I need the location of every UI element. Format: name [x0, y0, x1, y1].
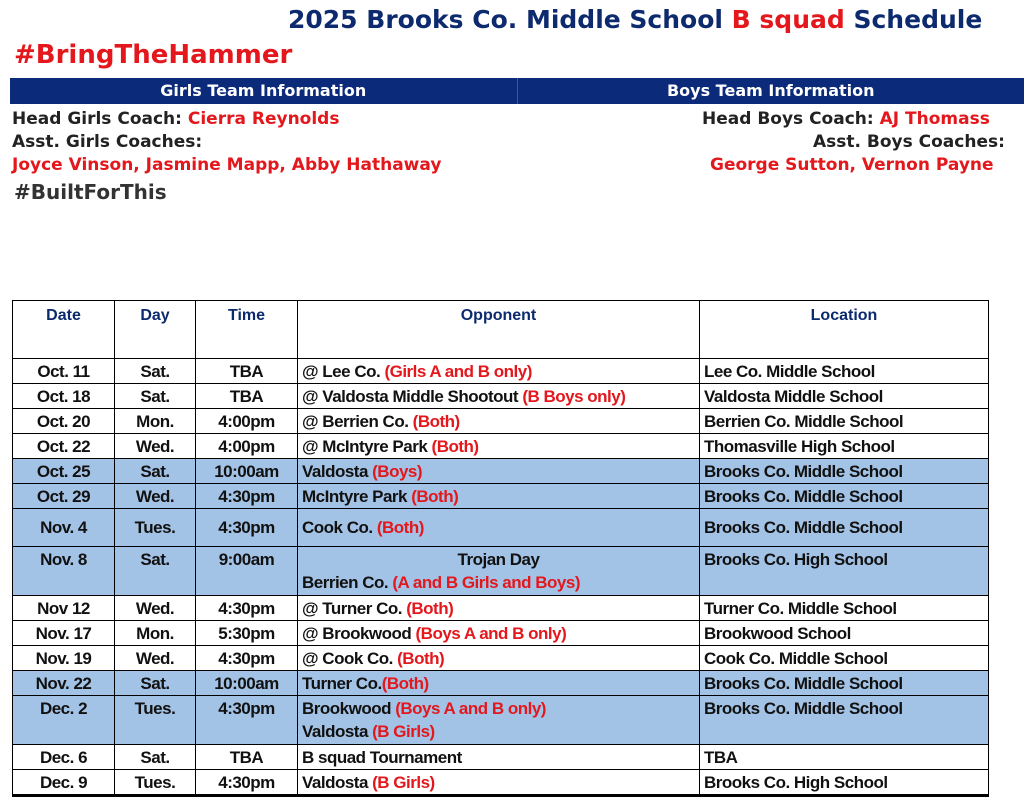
opponent-cell: Turner Co.(Both): [298, 671, 700, 696]
location-cell: Thomasville High School: [700, 434, 989, 459]
time-cell: TBA: [196, 359, 298, 384]
table-header-row: [13, 301, 989, 359]
header-opponent: Opponent: [298, 301, 700, 359]
day-cell: Sat.: [115, 547, 196, 596]
table-row: [13, 359, 989, 384]
date-cell: Nov. 4: [13, 509, 115, 547]
day-cell: Sat.: [115, 745, 196, 770]
day-cell: Tues.: [115, 509, 196, 547]
location-cell: Berrien Co. Middle School: [700, 409, 989, 434]
time-cell: 4:00pm: [196, 409, 298, 434]
day-cell: Wed.: [115, 646, 196, 671]
schedule-table: [12, 300, 989, 797]
time-cell: 4:30pm: [196, 484, 298, 509]
day-cell: Sat.: [115, 459, 196, 484]
girls-asst-label: Asst. Girls Coaches:: [12, 132, 203, 152]
location-cell: Brooks Co. Middle School: [700, 696, 989, 745]
table-row: [13, 484, 989, 509]
table-row: [13, 671, 989, 696]
day-cell: Wed.: [115, 434, 196, 459]
location-cell: Valdosta Middle School: [700, 384, 989, 409]
opponent-cell: @ Brookwood (Boys A and B only): [298, 621, 700, 646]
day-cell: Sat.: [115, 671, 196, 696]
team-info-bar: [10, 78, 1024, 104]
girls-head-coach: Head Girls Coach: Cierra Reynolds: [12, 109, 340, 129]
opponent-cell: @ Turner Co. (Both): [298, 596, 700, 621]
date-cell: Nov. 19: [13, 646, 115, 671]
table-row: [13, 459, 989, 484]
event-name: Trojan Day: [457, 550, 540, 569]
opponent-cell: Trojan Day Berrien Co. (A and B Girls and Boys): [298, 547, 700, 596]
time-cell: 4:00pm: [196, 434, 298, 459]
time-cell: TBA: [196, 745, 298, 770]
girls-team-header: Girls Team Information: [10, 78, 518, 104]
date-cell: Nov. 17: [13, 621, 115, 646]
date-cell: Oct. 25: [13, 459, 115, 484]
day-cell: Tues.: [115, 696, 196, 745]
hashtag-heading: #BringTheHammer: [14, 40, 293, 70]
boys-team-header: Boys Team Information: [666, 81, 875, 100]
header-location: Location: [700, 301, 989, 359]
day-cell: Mon.: [115, 409, 196, 434]
time-cell: 10:00am: [196, 459, 298, 484]
table-row: [13, 509, 989, 547]
time-cell: TBA: [196, 384, 298, 409]
location-cell: Brooks Co. Middle School: [700, 509, 989, 547]
header-day: Day: [115, 301, 196, 359]
motto: #BuiltForThis: [14, 180, 167, 204]
opponent-cell: Valdosta (Boys): [298, 459, 700, 484]
date-cell: Oct. 20: [13, 409, 115, 434]
opponent-cell: Cook Co. (Both): [298, 509, 700, 547]
table-row: [13, 621, 989, 646]
date-cell: Oct. 22: [13, 434, 115, 459]
opponent-cell: Brookwood (Boys A and B only) Valdosta (B Girls): [298, 696, 700, 745]
opponent-cell: @ Valdosta Middle Shootout (B Boys only): [298, 384, 700, 409]
table-row: [13, 696, 989, 745]
location-cell: Cook Co. Middle School: [700, 646, 989, 671]
day-cell: Wed.: [115, 596, 196, 621]
page-title: 2025 Brooks Co. Middle School B squad Schedule: [288, 5, 983, 34]
date-cell: Dec. 9: [13, 770, 115, 796]
time-cell: 10:00am: [196, 671, 298, 696]
boys-head-coach: Head Boys Coach: AJ Thomass: [702, 109, 990, 129]
table-row: [13, 745, 989, 770]
date-cell: Nov 12: [13, 596, 115, 621]
location-cell: Brooks Co. High School: [700, 770, 989, 796]
date-cell: Dec. 6: [13, 745, 115, 770]
date-cell: Oct. 29: [13, 484, 115, 509]
day-cell: Mon.: [115, 621, 196, 646]
day-cell: Sat.: [115, 359, 196, 384]
date-cell: Dec. 2: [13, 696, 115, 745]
location-cell: Brookwood School: [700, 621, 989, 646]
opponent-cell: @ Lee Co. (Girls A and B only): [298, 359, 700, 384]
time-cell: 4:30pm: [196, 646, 298, 671]
opponent-cell: B squad Tournament: [298, 745, 700, 770]
girls-asst-names: Joyce Vinson, Jasmine Mapp, Abby Hathaway: [12, 155, 442, 175]
table-row: [13, 646, 989, 671]
date-cell: Oct. 11: [13, 359, 115, 384]
date-cell: Nov. 8: [13, 547, 115, 596]
table-row: [13, 547, 989, 596]
opponent-cell: McIntyre Park (Both): [298, 484, 700, 509]
table-row: [13, 596, 989, 621]
table-row: [13, 384, 989, 409]
opponent-cell: @ Cook Co. (Both): [298, 646, 700, 671]
opponent-cell: @ McIntyre Park (Both): [298, 434, 700, 459]
location-cell: Brooks Co. Middle School: [700, 671, 989, 696]
day-cell: Wed.: [115, 484, 196, 509]
table-row: [13, 770, 989, 796]
opponent-cell: @ Berrien Co. (Both): [298, 409, 700, 434]
boys-asst-label: Asst. Boys Coaches:: [813, 132, 1005, 152]
time-cell: 4:30pm: [196, 509, 298, 547]
header-time: Time: [196, 301, 298, 359]
table-row: [13, 409, 989, 434]
header-date: Date: [13, 301, 115, 359]
day-cell: Sat.: [115, 384, 196, 409]
location-cell: Brooks Co. Middle School: [700, 484, 989, 509]
table-row: [13, 434, 989, 459]
day-cell: Tues.: [115, 770, 196, 796]
location-cell: Brooks Co. Middle School: [700, 459, 989, 484]
location-cell: TBA: [700, 745, 989, 770]
location-cell: Turner Co. Middle School: [700, 596, 989, 621]
location-cell: Brooks Co. High School: [700, 547, 989, 596]
time-cell: 4:30pm: [196, 596, 298, 621]
date-cell: Oct. 18: [13, 384, 115, 409]
time-cell: 5:30pm: [196, 621, 298, 646]
boys-asst-names: George Sutton, Vernon Payne: [710, 155, 994, 175]
time-cell: 4:30pm: [196, 770, 298, 796]
time-cell: 9:00am: [196, 547, 298, 596]
date-cell: Nov. 22: [13, 671, 115, 696]
time-cell: 4:30pm: [196, 696, 298, 745]
opponent-cell: Valdosta (B Girls): [298, 770, 700, 796]
location-cell: Lee Co. Middle School: [700, 359, 989, 384]
